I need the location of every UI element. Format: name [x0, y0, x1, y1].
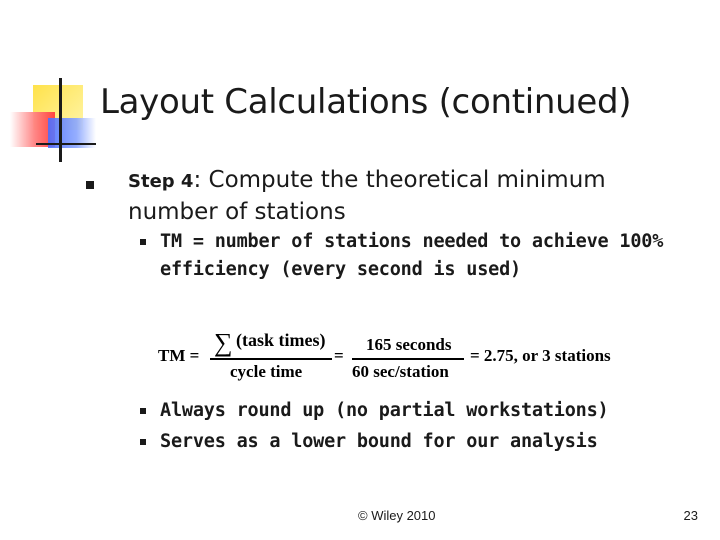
sub-bullet-text: TM = number of stations needed to achieve 100% efficiency (every second is used)	[160, 231, 664, 280]
formula-denominator: cycle time	[230, 362, 303, 381]
sigma-symbol: ∑	[214, 328, 233, 357]
formula-numerator: (task times)	[236, 330, 326, 350]
fraction-bar	[352, 358, 464, 360]
footer-copyright: © Wiley 2010	[358, 508, 436, 523]
sub-bullet-square-icon	[140, 239, 146, 245]
step-description: Compute the theoretical minimum number of stations	[128, 167, 606, 225]
bullet-square-icon	[86, 181, 94, 189]
formula-numerator-value: 165 seconds	[366, 335, 452, 354]
corner-logo-decoration	[0, 0, 110, 170]
slide-title: Layout Calculations (continued)	[100, 82, 632, 122]
horizontal-line-decoration	[36, 143, 96, 145]
sub-bullet-text: Serves as a lower bound for our analysis	[160, 431, 598, 452]
step-label: Step 4	[128, 171, 194, 192]
sub-bullet-text: Always round up (no partial workstations)	[160, 400, 609, 421]
sub-bullet-square-icon	[140, 408, 146, 414]
sub-bullet-square-icon	[140, 439, 146, 445]
formula-denominator-value: 60 sec/station	[352, 362, 449, 381]
tm-formula	[158, 322, 648, 384]
step-bullet-text	[128, 165, 688, 227]
step-colon: :	[193, 167, 202, 193]
formula-result: = 2.75, or 3 stations	[470, 346, 611, 365]
fraction-bar	[210, 358, 332, 360]
page-number: 23	[683, 508, 698, 523]
formula-equals: =	[334, 346, 344, 365]
formula-lhs: TM =	[158, 346, 200, 365]
vertical-line-decoration	[59, 78, 62, 162]
